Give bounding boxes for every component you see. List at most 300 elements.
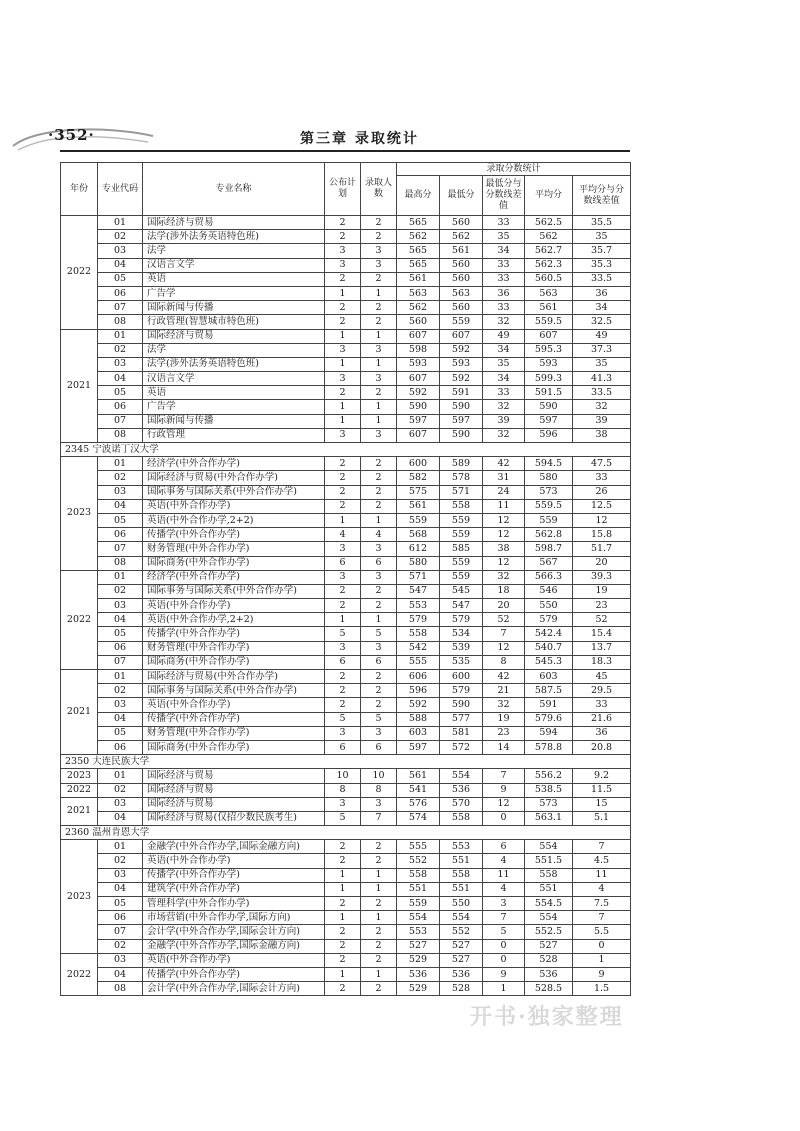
cell-max: 607 [397, 428, 440, 442]
table-row [61, 811, 631, 825]
cell-name: 国际经济与贸易(仅招少数民族考生) [143, 811, 325, 825]
table-row [61, 740, 631, 754]
cell-code: 07 [98, 655, 143, 669]
table-row [61, 868, 631, 882]
cell-enrolled: 2 [361, 925, 397, 939]
cell-enrolled: 10 [361, 769, 397, 783]
cell-min-diff: 38 [483, 542, 525, 556]
cell-max: 560 [397, 315, 440, 329]
cell-plan: 3 [325, 542, 361, 556]
cell-enrolled: 2 [361, 939, 397, 953]
cell-max: 612 [397, 542, 440, 556]
table-row [61, 570, 631, 584]
cell-min: 581 [440, 726, 483, 740]
cell-avg: 562.7 [525, 244, 573, 258]
cell-plan: 2 [325, 953, 361, 967]
cell-plan: 1 [325, 357, 361, 371]
cell-max: 536 [397, 967, 440, 981]
cell-name: 国际事务与国际关系(中外合作办学) [143, 684, 325, 698]
cell-plan: 1 [325, 400, 361, 414]
cell-enrolled: 2 [361, 854, 397, 868]
col-max: 最高分 [397, 176, 440, 216]
cell-code: 06 [98, 400, 143, 414]
cell-avg-diff: 36 [573, 286, 631, 300]
cell-min-diff: 23 [483, 726, 525, 740]
cell-min: 559 [440, 513, 483, 527]
cell-max: 598 [397, 343, 440, 357]
cell-min-diff: 32 [483, 428, 525, 442]
cell-plan: 2 [325, 584, 361, 598]
cell-plan: 1 [325, 286, 361, 300]
cell-name: 会计学(中外合作办学,国际会计方向) [143, 925, 325, 939]
cell-plan: 2 [325, 499, 361, 513]
cell-plan: 2 [325, 230, 361, 244]
cell-enrolled: 1 [361, 911, 397, 925]
cell-min: 559 [440, 570, 483, 584]
cell-max: 553 [397, 925, 440, 939]
cell-name: 广告学 [143, 400, 325, 414]
table-row [61, 897, 631, 911]
cell-max: 571 [397, 570, 440, 584]
cell-plan: 2 [325, 897, 361, 911]
cell-avg: 573 [525, 485, 573, 499]
cell-year: 2022 [61, 216, 98, 330]
cell-min-diff: 7 [483, 769, 525, 783]
col-group-score-stats: 录取分数统计 [397, 163, 631, 176]
cell-min: 590 [440, 698, 483, 712]
cell-enrolled: 2 [361, 953, 397, 967]
cell-min: 550 [440, 897, 483, 911]
cell-max: 529 [397, 982, 440, 996]
cell-plan: 1 [325, 414, 361, 428]
cell-name: 经济学(中外合作办学) [143, 570, 325, 584]
cell-year: 2022 [61, 570, 98, 669]
cell-code: 04 [98, 258, 143, 272]
cell-avg-diff: 39 [573, 414, 631, 428]
cell-name: 国际新闻与传播 [143, 414, 325, 428]
col-code: 专业代码 [98, 163, 143, 216]
cell-avg-diff: 33 [573, 698, 631, 712]
col-name: 专业名称 [143, 163, 325, 216]
cell-name: 汉语言文学 [143, 258, 325, 272]
cell-name: 国际经济与贸易 [143, 216, 325, 230]
cell-min-diff: 42 [483, 670, 525, 684]
cell-name: 英语(中外合作办学) [143, 953, 325, 967]
cell-avg: 580 [525, 471, 573, 485]
cell-avg-diff: 1 [573, 953, 631, 967]
cell-enrolled: 3 [361, 726, 397, 740]
institution-row [61, 443, 631, 457]
cell-code: 07 [98, 542, 143, 556]
cell-min-diff: 33 [483, 301, 525, 315]
cell-avg: 559 [525, 513, 573, 527]
cell-plan: 2 [325, 216, 361, 230]
cell-name: 财务管理(中外合作办学) [143, 542, 325, 556]
cell-min-diff: 32 [483, 698, 525, 712]
cell-name: 国际事务与国际关系(中外合作办学) [143, 584, 325, 598]
cell-max: 565 [397, 258, 440, 272]
cell-avg-diff: 35 [573, 357, 631, 371]
cell-name: 国际经济与贸易 [143, 769, 325, 783]
cell-min: 554 [440, 769, 483, 783]
cell-avg-diff: 7 [573, 840, 631, 854]
cell-min-diff: 4 [483, 882, 525, 896]
cell-name: 广告学 [143, 286, 325, 300]
cell-avg-diff: 11 [573, 868, 631, 882]
cell-avg-diff: 45 [573, 670, 631, 684]
cell-avg-diff: 21.6 [573, 712, 631, 726]
cell-min-diff: 0 [483, 811, 525, 825]
cell-enrolled: 3 [361, 641, 397, 655]
cell-enrolled: 1 [361, 329, 397, 343]
cell-max: 576 [397, 797, 440, 811]
cell-enrolled: 2 [361, 471, 397, 485]
cell-name: 国际商务(中外合作办学) [143, 556, 325, 570]
cell-min-diff: 35 [483, 357, 525, 371]
col-plan: 公布计划 [325, 163, 361, 216]
cell-plan: 3 [325, 258, 361, 272]
table-row [61, 599, 631, 613]
header-rule [60, 150, 630, 152]
cell-min-diff: 19 [483, 712, 525, 726]
admission-score-table [60, 162, 631, 996]
table-row [61, 457, 631, 471]
cell-code: 01 [98, 769, 143, 783]
cell-min-diff: 12 [483, 641, 525, 655]
table-row [61, 840, 631, 854]
cell-min: 563 [440, 286, 483, 300]
cell-min-diff: 32 [483, 315, 525, 329]
cell-year: 2022 [61, 783, 98, 797]
table-row [61, 499, 631, 513]
cell-max: 592 [397, 698, 440, 712]
cell-year: 2023 [61, 457, 98, 571]
cell-enrolled: 2 [361, 386, 397, 400]
cell-min: 558 [440, 868, 483, 882]
cell-avg: 558 [525, 868, 573, 882]
cell-min: 560 [440, 258, 483, 272]
cell-min: 578 [440, 471, 483, 485]
cell-avg: 528.5 [525, 982, 573, 996]
cell-max: 562 [397, 301, 440, 315]
col-min-diff: 最低分与分数线差值 [483, 176, 525, 216]
cell-min-diff: 34 [483, 343, 525, 357]
cell-name: 英语(中外合作办学) [143, 854, 325, 868]
cell-min: 527 [440, 953, 483, 967]
cell-max: 561 [397, 499, 440, 513]
cell-avg-diff: 20 [573, 556, 631, 570]
table-row [61, 698, 631, 712]
cell-min: 553 [440, 840, 483, 854]
cell-name: 会计学(中外合作办学,国际会计方向) [143, 982, 325, 996]
col-min: 最低分 [440, 176, 483, 216]
table-row [61, 684, 631, 698]
cell-plan: 10 [325, 769, 361, 783]
cell-code: 04 [98, 882, 143, 896]
cell-enrolled: 5 [361, 627, 397, 641]
cell-max: 593 [397, 357, 440, 371]
cell-avg: 562.5 [525, 216, 573, 230]
cell-avg: 561 [525, 301, 573, 315]
cell-avg-diff: 51.7 [573, 542, 631, 556]
col-avg: 平均分 [525, 176, 573, 216]
cell-max: 600 [397, 457, 440, 471]
cell-plan: 5 [325, 712, 361, 726]
table-row [61, 953, 631, 967]
cell-code: 02 [98, 684, 143, 698]
cell-max: 597 [397, 414, 440, 428]
cell-enrolled: 2 [361, 301, 397, 315]
cell-enrolled: 1 [361, 357, 397, 371]
cell-min: 560 [440, 272, 483, 286]
table-row [61, 428, 631, 442]
cell-avg: 607 [525, 329, 573, 343]
cell-plan: 1 [325, 868, 361, 882]
cell-name: 英语 [143, 386, 325, 400]
cell-max: 563 [397, 286, 440, 300]
table-row [61, 329, 631, 343]
cell-min-diff: 3 [483, 897, 525, 911]
cell-max: 555 [397, 655, 440, 669]
cell-enrolled: 2 [361, 315, 397, 329]
watermark: 开书·独家整理 [470, 1004, 624, 1030]
cell-name: 行政管理(智慧城市特色班) [143, 315, 325, 329]
cell-avg-diff: 32.5 [573, 315, 631, 329]
cell-code: 03 [98, 698, 143, 712]
cell-name: 英语(中外合作办学) [143, 499, 325, 513]
cell-plan: 3 [325, 797, 361, 811]
cell-avg: 578.8 [525, 740, 573, 754]
cell-plan: 6 [325, 655, 361, 669]
cell-enrolled: 1 [361, 513, 397, 527]
cell-name: 传播学(中外合作办学) [143, 868, 325, 882]
table-row [61, 542, 631, 556]
cell-avg-diff: 52 [573, 613, 631, 627]
cell-min: 560 [440, 216, 483, 230]
cell-plan: 2 [325, 840, 361, 854]
table-row [61, 641, 631, 655]
cell-avg-diff: 41.3 [573, 372, 631, 386]
cell-plan: 2 [325, 599, 361, 613]
cell-name: 行政管理 [143, 428, 325, 442]
cell-avg: 538.5 [525, 783, 573, 797]
cell-year: 2023 [61, 840, 98, 954]
cell-max: 565 [397, 244, 440, 258]
cell-code: 02 [98, 939, 143, 953]
cell-avg-diff: 5.5 [573, 925, 631, 939]
cell-max: 607 [397, 329, 440, 343]
cell-plan: 2 [325, 272, 361, 286]
cell-min-diff: 49 [483, 329, 525, 343]
cell-avg: 559.5 [525, 499, 573, 513]
cell-avg-diff: 18.3 [573, 655, 631, 669]
cell-min-diff: 34 [483, 372, 525, 386]
cell-min: 527 [440, 939, 483, 953]
cell-avg: 593 [525, 357, 573, 371]
cell-min: 590 [440, 400, 483, 414]
table-row [61, 712, 631, 726]
cell-min-diff: 12 [483, 797, 525, 811]
cell-enrolled: 3 [361, 343, 397, 357]
cell-min: 559 [440, 315, 483, 329]
cell-min: 590 [440, 428, 483, 442]
cell-enrolled: 3 [361, 570, 397, 584]
cell-min: 528 [440, 982, 483, 996]
cell-plan: 2 [325, 854, 361, 868]
cell-min: 585 [440, 542, 483, 556]
cell-code: 03 [98, 357, 143, 371]
cell-code: 02 [98, 854, 143, 868]
cell-enrolled: 2 [361, 897, 397, 911]
cell-avg: 562 [525, 230, 573, 244]
cell-year: 2021 [61, 670, 98, 755]
cell-name: 传播学(中外合作办学) [143, 528, 325, 542]
cell-name: 法学(涉外法务英语特色班) [143, 230, 325, 244]
cell-plan: 2 [325, 315, 361, 329]
cell-min: 597 [440, 414, 483, 428]
cell-plan: 3 [325, 428, 361, 442]
cell-max: 582 [397, 471, 440, 485]
cell-avg: 591 [525, 698, 573, 712]
cell-plan: 2 [325, 939, 361, 953]
cell-min-diff: 31 [483, 471, 525, 485]
cell-enrolled: 2 [361, 584, 397, 598]
cell-code: 07 [98, 925, 143, 939]
cell-max: 542 [397, 641, 440, 655]
cell-avg: 587.5 [525, 684, 573, 698]
table-row [61, 471, 631, 485]
cell-enrolled: 2 [361, 982, 397, 996]
cell-min: 592 [440, 372, 483, 386]
cell-name: 国际商务(中外合作办学) [143, 740, 325, 754]
cell-avg-diff: 33 [573, 471, 631, 485]
cell-name: 建筑学(中外合作办学) [143, 882, 325, 896]
institution-row [61, 826, 631, 840]
cell-avg-diff: 13.7 [573, 641, 631, 655]
cell-max: 554 [397, 911, 440, 925]
cell-min: 600 [440, 670, 483, 684]
cell-name: 英语(中外合作办学,2+2) [143, 513, 325, 527]
cell-avg: 563 [525, 286, 573, 300]
cell-avg: 560.5 [525, 272, 573, 286]
cell-code: 08 [98, 556, 143, 570]
cell-avg: 603 [525, 670, 573, 684]
cell-plan: 3 [325, 372, 361, 386]
cell-code: 02 [98, 584, 143, 598]
page-number: ·352· [48, 126, 95, 144]
cell-min: 589 [440, 457, 483, 471]
cell-code: 02 [98, 343, 143, 357]
cell-avg: 545.3 [525, 655, 573, 669]
cell-code: 08 [98, 315, 143, 329]
cell-min: 536 [440, 783, 483, 797]
cell-code: 06 [98, 286, 143, 300]
cell-name: 国际经济与贸易 [143, 797, 325, 811]
cell-max: 547 [397, 584, 440, 598]
cell-avg-diff: 33.5 [573, 386, 631, 400]
cell-avg-diff: 39.3 [573, 570, 631, 584]
cell-avg-diff: 35.3 [573, 258, 631, 272]
cell-avg: 562.3 [525, 258, 573, 272]
cell-avg-diff: 9.2 [573, 769, 631, 783]
table-row [61, 230, 631, 244]
cell-avg-diff: 0 [573, 939, 631, 953]
cell-min: 592 [440, 343, 483, 357]
cell-min-diff: 32 [483, 400, 525, 414]
table-row [61, 216, 631, 230]
cell-min-diff: 32 [483, 570, 525, 584]
cell-plan: 2 [325, 471, 361, 485]
cell-avg-diff: 4 [573, 882, 631, 896]
cell-enrolled: 6 [361, 556, 397, 570]
cell-avg: 598.7 [525, 542, 573, 556]
cell-min-diff: 1 [483, 982, 525, 996]
cell-min-diff: 6 [483, 840, 525, 854]
cell-avg-diff: 33.5 [573, 272, 631, 286]
cell-min: 534 [440, 627, 483, 641]
cell-min-diff: 33 [483, 216, 525, 230]
cell-enrolled: 2 [361, 684, 397, 698]
cell-code: 01 [98, 329, 143, 343]
cell-enrolled: 7 [361, 811, 397, 825]
cell-code: 01 [98, 457, 143, 471]
cell-min-diff: 8 [483, 655, 525, 669]
cell-avg-diff: 9 [573, 967, 631, 981]
cell-min: 552 [440, 925, 483, 939]
cell-code: 03 [98, 599, 143, 613]
cell-year: 2021 [61, 329, 98, 443]
cell-avg: 594 [525, 726, 573, 740]
cell-name: 英语(中外合作办学) [143, 698, 325, 712]
cell-plan: 2 [325, 485, 361, 499]
cell-min-diff: 35 [483, 230, 525, 244]
cell-max: 551 [397, 882, 440, 896]
cell-name: 法学 [143, 244, 325, 258]
col-avg-diff: 平均分与分数线差值 [573, 176, 631, 216]
cell-min: 591 [440, 386, 483, 400]
cell-avg: 594.5 [525, 457, 573, 471]
cell-min: 561 [440, 244, 483, 258]
cell-min: 559 [440, 556, 483, 570]
cell-min-diff: 9 [483, 783, 525, 797]
institution-name: 2350 大连民族大学 [61, 755, 631, 769]
cell-avg-diff: 23 [573, 599, 631, 613]
cell-name: 英语(中外合作办学) [143, 599, 325, 613]
table-row [61, 244, 631, 258]
cell-min-diff: 11 [483, 499, 525, 513]
cell-plan: 2 [325, 301, 361, 315]
table-row [61, 982, 631, 996]
cell-name: 传播学(中外合作办学) [143, 712, 325, 726]
cell-min-diff: 7 [483, 627, 525, 641]
cell-min-diff: 14 [483, 740, 525, 754]
table-row [61, 939, 631, 953]
cell-max: 607 [397, 372, 440, 386]
cell-max: 558 [397, 868, 440, 882]
cell-code: 02 [98, 230, 143, 244]
cell-max: 574 [397, 811, 440, 825]
cell-code: 05 [98, 513, 143, 527]
cell-max: 527 [397, 939, 440, 953]
cell-avg: 562.8 [525, 528, 573, 542]
cell-name: 传播学(中外合作办学) [143, 967, 325, 981]
cell-plan: 1 [325, 967, 361, 981]
cell-plan: 2 [325, 698, 361, 712]
cell-plan: 2 [325, 457, 361, 471]
cell-code: 08 [98, 428, 143, 442]
cell-avg: 579 [525, 613, 573, 627]
cell-plan: 2 [325, 925, 361, 939]
